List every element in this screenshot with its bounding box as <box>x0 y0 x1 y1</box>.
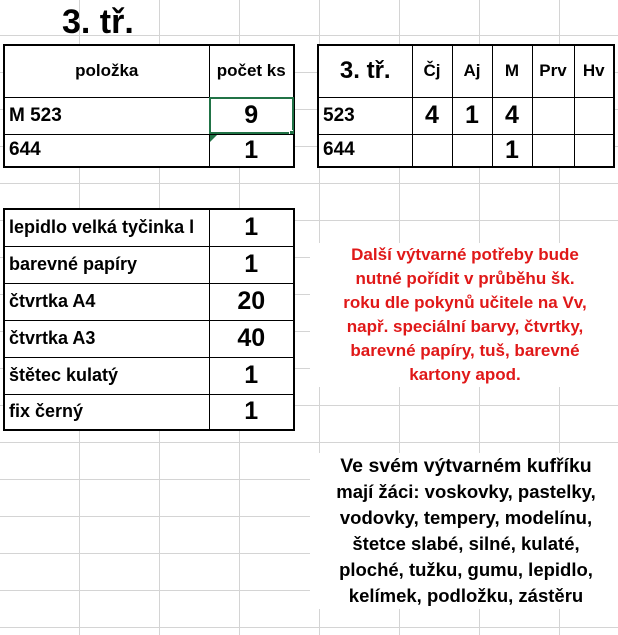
header-cj-cell[interactable]: Čj <box>412 45 452 97</box>
header-count-cell[interactable] <box>209 45 294 97</box>
subject-row-label[interactable]: 523 <box>318 97 412 134</box>
red-note-line: barevné papíry, tuš, barevné <box>350 341 580 360</box>
supply-count-cell[interactable]: 1 <box>209 394 294 430</box>
subject-value-cell[interactable] <box>574 97 614 134</box>
red-note-line: kartony apod. <box>409 365 521 384</box>
subject-value-cell[interactable]: 1 <box>452 97 492 134</box>
subject-value-cell[interactable] <box>532 97 574 134</box>
subject-row-label[interactable]: 644 <box>318 134 412 167</box>
black-note-line: vodovky, tempery, modelínu, <box>339 507 593 528</box>
book-item-cell[interactable]: 644 <box>4 134 209 167</box>
supply-item-cell[interactable]: lepidlo velká tyčinka l <box>4 209 209 246</box>
black-note-line: mají žáci: voskovky, pastelky, <box>336 481 596 502</box>
header-prv-cell[interactable]: Prv <box>532 45 574 97</box>
supply-count-cell[interactable]: 1 <box>209 246 294 283</box>
red-note-line: např. speciální barvy, čtvrtky, <box>346 317 584 336</box>
sheet-title[interactable]: 3. tř. <box>62 3 134 41</box>
black-note-line: štetce slabé, silné, kulaté, <box>352 533 580 554</box>
book-count-cell[interactable] <box>209 134 294 167</box>
header-count-label: počet ks <box>216 61 286 81</box>
book-count-value: 9 <box>244 101 259 129</box>
book-count-cell-selected[interactable] <box>209 97 294 134</box>
header-m-cell[interactable]: M <box>492 45 532 97</box>
supplies-table <box>3 208 295 431</box>
red-note-line: Další výtvarné potřeby bude <box>351 245 579 264</box>
error-indicator-icon[interactable] <box>210 135 217 142</box>
book-count-value: 1 <box>244 135 259 164</box>
subject-value-cell[interactable]: 4 <box>492 97 532 134</box>
subjects-table <box>317 44 615 168</box>
red-note-textbox[interactable] <box>310 243 618 387</box>
black-note-line: ploché, tužku, gumu, lepidlo, <box>339 559 593 580</box>
red-note-line: nutné pořídit v průběhu šk. <box>355 269 575 288</box>
red-note-line: roku dle pokynů učitele na Vv, <box>343 293 587 312</box>
supply-item-cell[interactable]: fix černý <box>4 394 209 430</box>
supply-count-cell[interactable]: 1 <box>209 357 294 394</box>
supply-count-cell[interactable]: 20 <box>209 283 294 320</box>
header-class-cell[interactable]: 3. tř. <box>318 45 412 97</box>
black-note-textbox[interactable] <box>310 453 618 609</box>
subject-value-cell[interactable] <box>452 134 492 167</box>
black-note-line: kelímek, podložku, zástěru <box>348 585 584 606</box>
subject-value-cell[interactable] <box>532 134 574 167</box>
subject-value-cell[interactable]: 1 <box>492 134 532 167</box>
header-item-cell[interactable]: položka <box>4 45 209 97</box>
supply-item-cell[interactable]: barevné papíry <box>4 246 209 283</box>
supply-item-cell[interactable]: štětec kulatý <box>4 357 209 394</box>
subject-value-cell[interactable] <box>412 134 452 167</box>
supply-count-cell[interactable]: 40 <box>209 320 294 357</box>
black-note-line: Ve svém výtvarném kufříku <box>340 455 592 477</box>
subject-value-cell[interactable] <box>574 134 614 167</box>
header-aj-cell[interactable]: Aj <box>452 45 492 97</box>
supply-count-cell[interactable]: 1 <box>209 209 294 246</box>
subject-value-cell[interactable]: 4 <box>412 97 452 134</box>
header-hv-cell[interactable]: Hv <box>574 45 614 97</box>
book-item-cell[interactable]: M 523 <box>4 97 209 134</box>
supply-item-cell[interactable]: čtvrtka A4 <box>4 283 209 320</box>
books-table <box>3 44 295 168</box>
supply-item-cell[interactable]: čtvrtka A3 <box>4 320 209 357</box>
